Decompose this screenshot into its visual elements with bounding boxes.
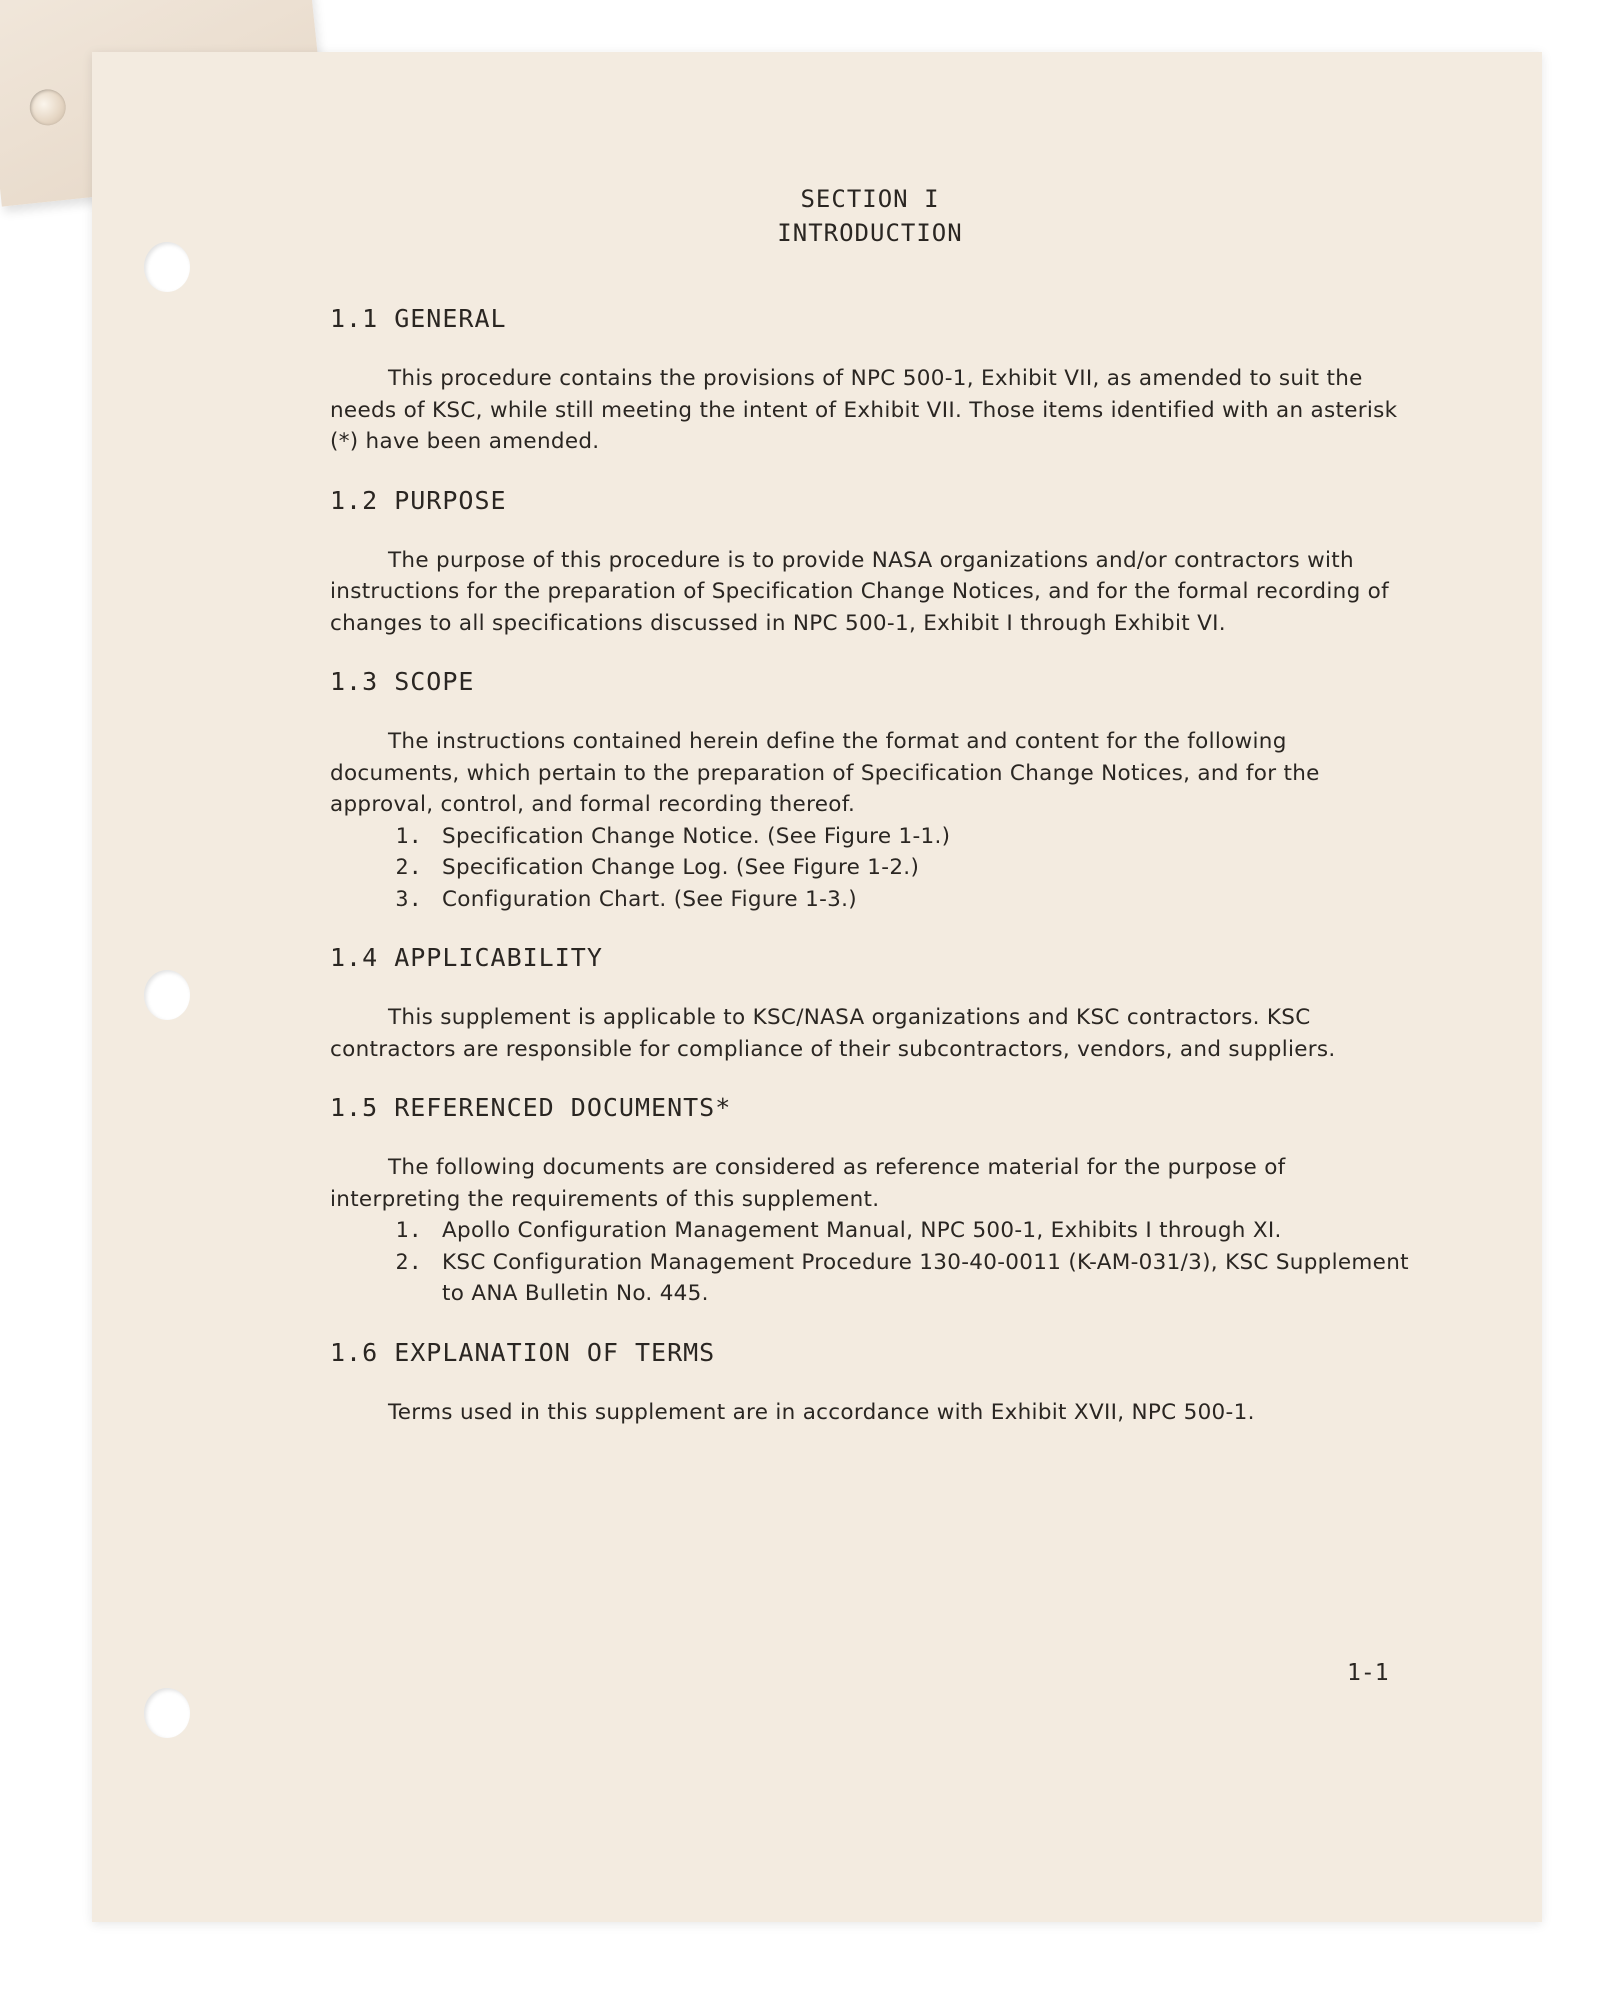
list-number: 3. [395,886,422,912]
heading-scope: 1.3 SCOPE [330,667,475,696]
paragraph-referenced-documents: The following documents are considered as reference material for the purpose of interpreting the requirements of this supplement. [330,1155,1286,1212]
page-content [330,182,1410,1456]
heading-general: 1.1 GENERAL [330,304,507,333]
paragraph-general: This procedure contains the provisions of NPC 500-1, Exhibit VII, as amended to suit the needs of KSC, while still meeting the intent of Exhibit VII. Those items identified with an asterisk (*) have been amended. [330,366,1398,454]
list-number: 1. [395,823,422,849]
section-title: INTRODUCTION [777,219,963,247]
list-item [330,821,1410,853]
list-text: Configuration Chart. (See Figure 1-3.) [442,886,857,912]
punch-hole [28,88,68,128]
list-item [330,1215,1410,1247]
list-number: 1. [395,1218,422,1243]
heading-explanation-of-terms: 1.6 EXPLANATION OF TERMS [330,1337,716,1367]
heading-purpose: 1.2 PURPOSE [330,485,507,515]
paragraph-applicability: This supplement is applicable to KSC/NASA organizations and KSC contractors. KSC contractors are responsible for compliance of their subcontractors, vendors, and suppliers. [330,1005,1336,1062]
document-page [92,52,1542,1922]
list-number: 2. [395,1249,422,1275]
list-number: 2. [395,855,422,880]
list-item [330,884,1410,916]
paragraph-explanation-of-terms: Terms used in this supplement are in accordance with Exhibit XVII, NPC 500-1. [388,1399,1255,1425]
list-item [330,852,1410,884]
list-item [330,1247,1410,1310]
list-text: Apollo Configuration Management Manual, NPC 500-1, Exhibits I through XI. [442,1218,1282,1243]
heading-applicability: 1.4 APPLICABILITY [330,943,603,972]
list-text: Specification Change Log. (See Figure 1-2.) [442,855,920,880]
punch-hole [144,242,190,292]
paragraph-scope: The instructions contained herein define the format and content for the following documents, which pertain to the preparation of Specification Change Notices, and for the approval, control, and formal recording thereof. [330,729,1320,817]
heading-referenced-documents: 1.5 REFERENCED DOCUMENTS* [330,1093,732,1122]
page-number: 1-1 [1347,1660,1389,1686]
list-text: Specification Change Notice. (See Figure 1-1.) [442,823,951,849]
list-text: KSC Configuration Management Procedure 130-40-0011 (K-AM-031/3), KSC Supplement to ANA Bulletin No. 445. [442,1249,1409,1306]
section-heading [330,182,1410,250]
punch-hole [144,1688,190,1738]
section-number: SECTION I [800,185,940,213]
referenced-documents-list [330,1215,1410,1310]
scope-list [330,821,1410,916]
punch-hole [144,970,190,1020]
paragraph-purpose: The purpose of this procedure is to provide NASA organizations and/or contractors with instructions for the preparation of Specification Change Notices, and for the formal recording of changes to all specifications discussed in NPC 500-1, Exhibit I through Exhibit VI. [330,547,1389,636]
